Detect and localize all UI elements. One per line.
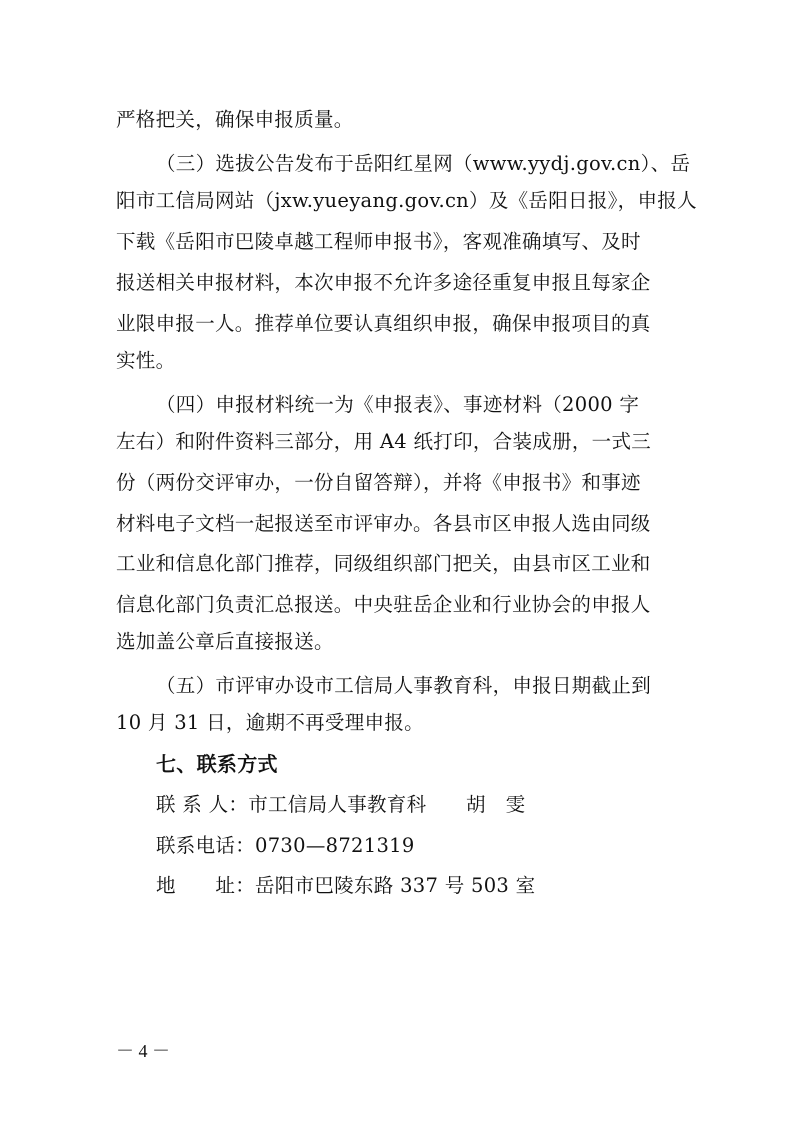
paragraph-4-line-6: 信息化部门负责汇总报送。中央驻岳企业和行业协会的申报人 (116, 593, 651, 616)
paragraph-3-line-4: 报送相关申报材料，本次申报不允许多途径重复申报且每家企 (116, 271, 651, 294)
paragraph-4-line-7: 选加盖公章后直接报送。 (116, 630, 334, 653)
paragraph-3-line-1: （三）选拔公告发布于岳阳红星网（www.yydj.gov.cn）、岳 (156, 152, 691, 175)
section-7-heading: 七、联系方式 (156, 752, 278, 776)
contact-address: 地 址：岳阳市巴陵东路 337 号 503 室 (156, 874, 536, 897)
paragraph-3-line-3: 下载《岳阳市巴陵卓越工程师申报书》，客观准确填写、及时 (116, 230, 641, 253)
contact-phone: 联系电话：0730—8721319 (156, 834, 415, 857)
paragraph-5-line-2: 10 月 31 日，逾期不再受理申报。 (116, 711, 424, 734)
paragraph-4-line-4: 材料电子文档一起报送至市评审办。各县市区申报人选由同级 (116, 512, 651, 535)
contact-person: 联 系 人：市工信局人事教育科 胡 雯 (156, 793, 526, 816)
paragraph-3-line-6: 实性。 (116, 349, 176, 372)
paragraph-3-line-2: 阳市工信局网站（jxw.yueyang.gov.cn）及《岳阳日报》，申报人 (116, 189, 697, 212)
paragraph-4-line-2: 左右）和附件资料三部分，用 A4 纸打印，合装成册，一式三 (116, 430, 652, 453)
page-number: － 4 － (116, 1041, 170, 1061)
paragraph-3-line-5: 业限申报一人。推荐单位要认真组织申报，确保申报项目的真 (116, 312, 651, 335)
paragraph-continuation-line: 严格把关，确保申报质量。 (116, 108, 354, 131)
paragraph-4-line-3: 份（两份交评审办，一份自留答辩），并将《申报书》和事迹 (116, 471, 641, 494)
paragraph-5-line-1: （五）市评审办设市工信局人事教育科，申报日期截止到 (156, 674, 652, 697)
paragraph-4-line-5: 工业和信息化部门推荐，同级组织部门把关，由县市区工业和 (116, 552, 651, 575)
paragraph-4-line-1: （四）申报材料统一为《申报表》、事迹材料（2000 字 (156, 393, 640, 416)
